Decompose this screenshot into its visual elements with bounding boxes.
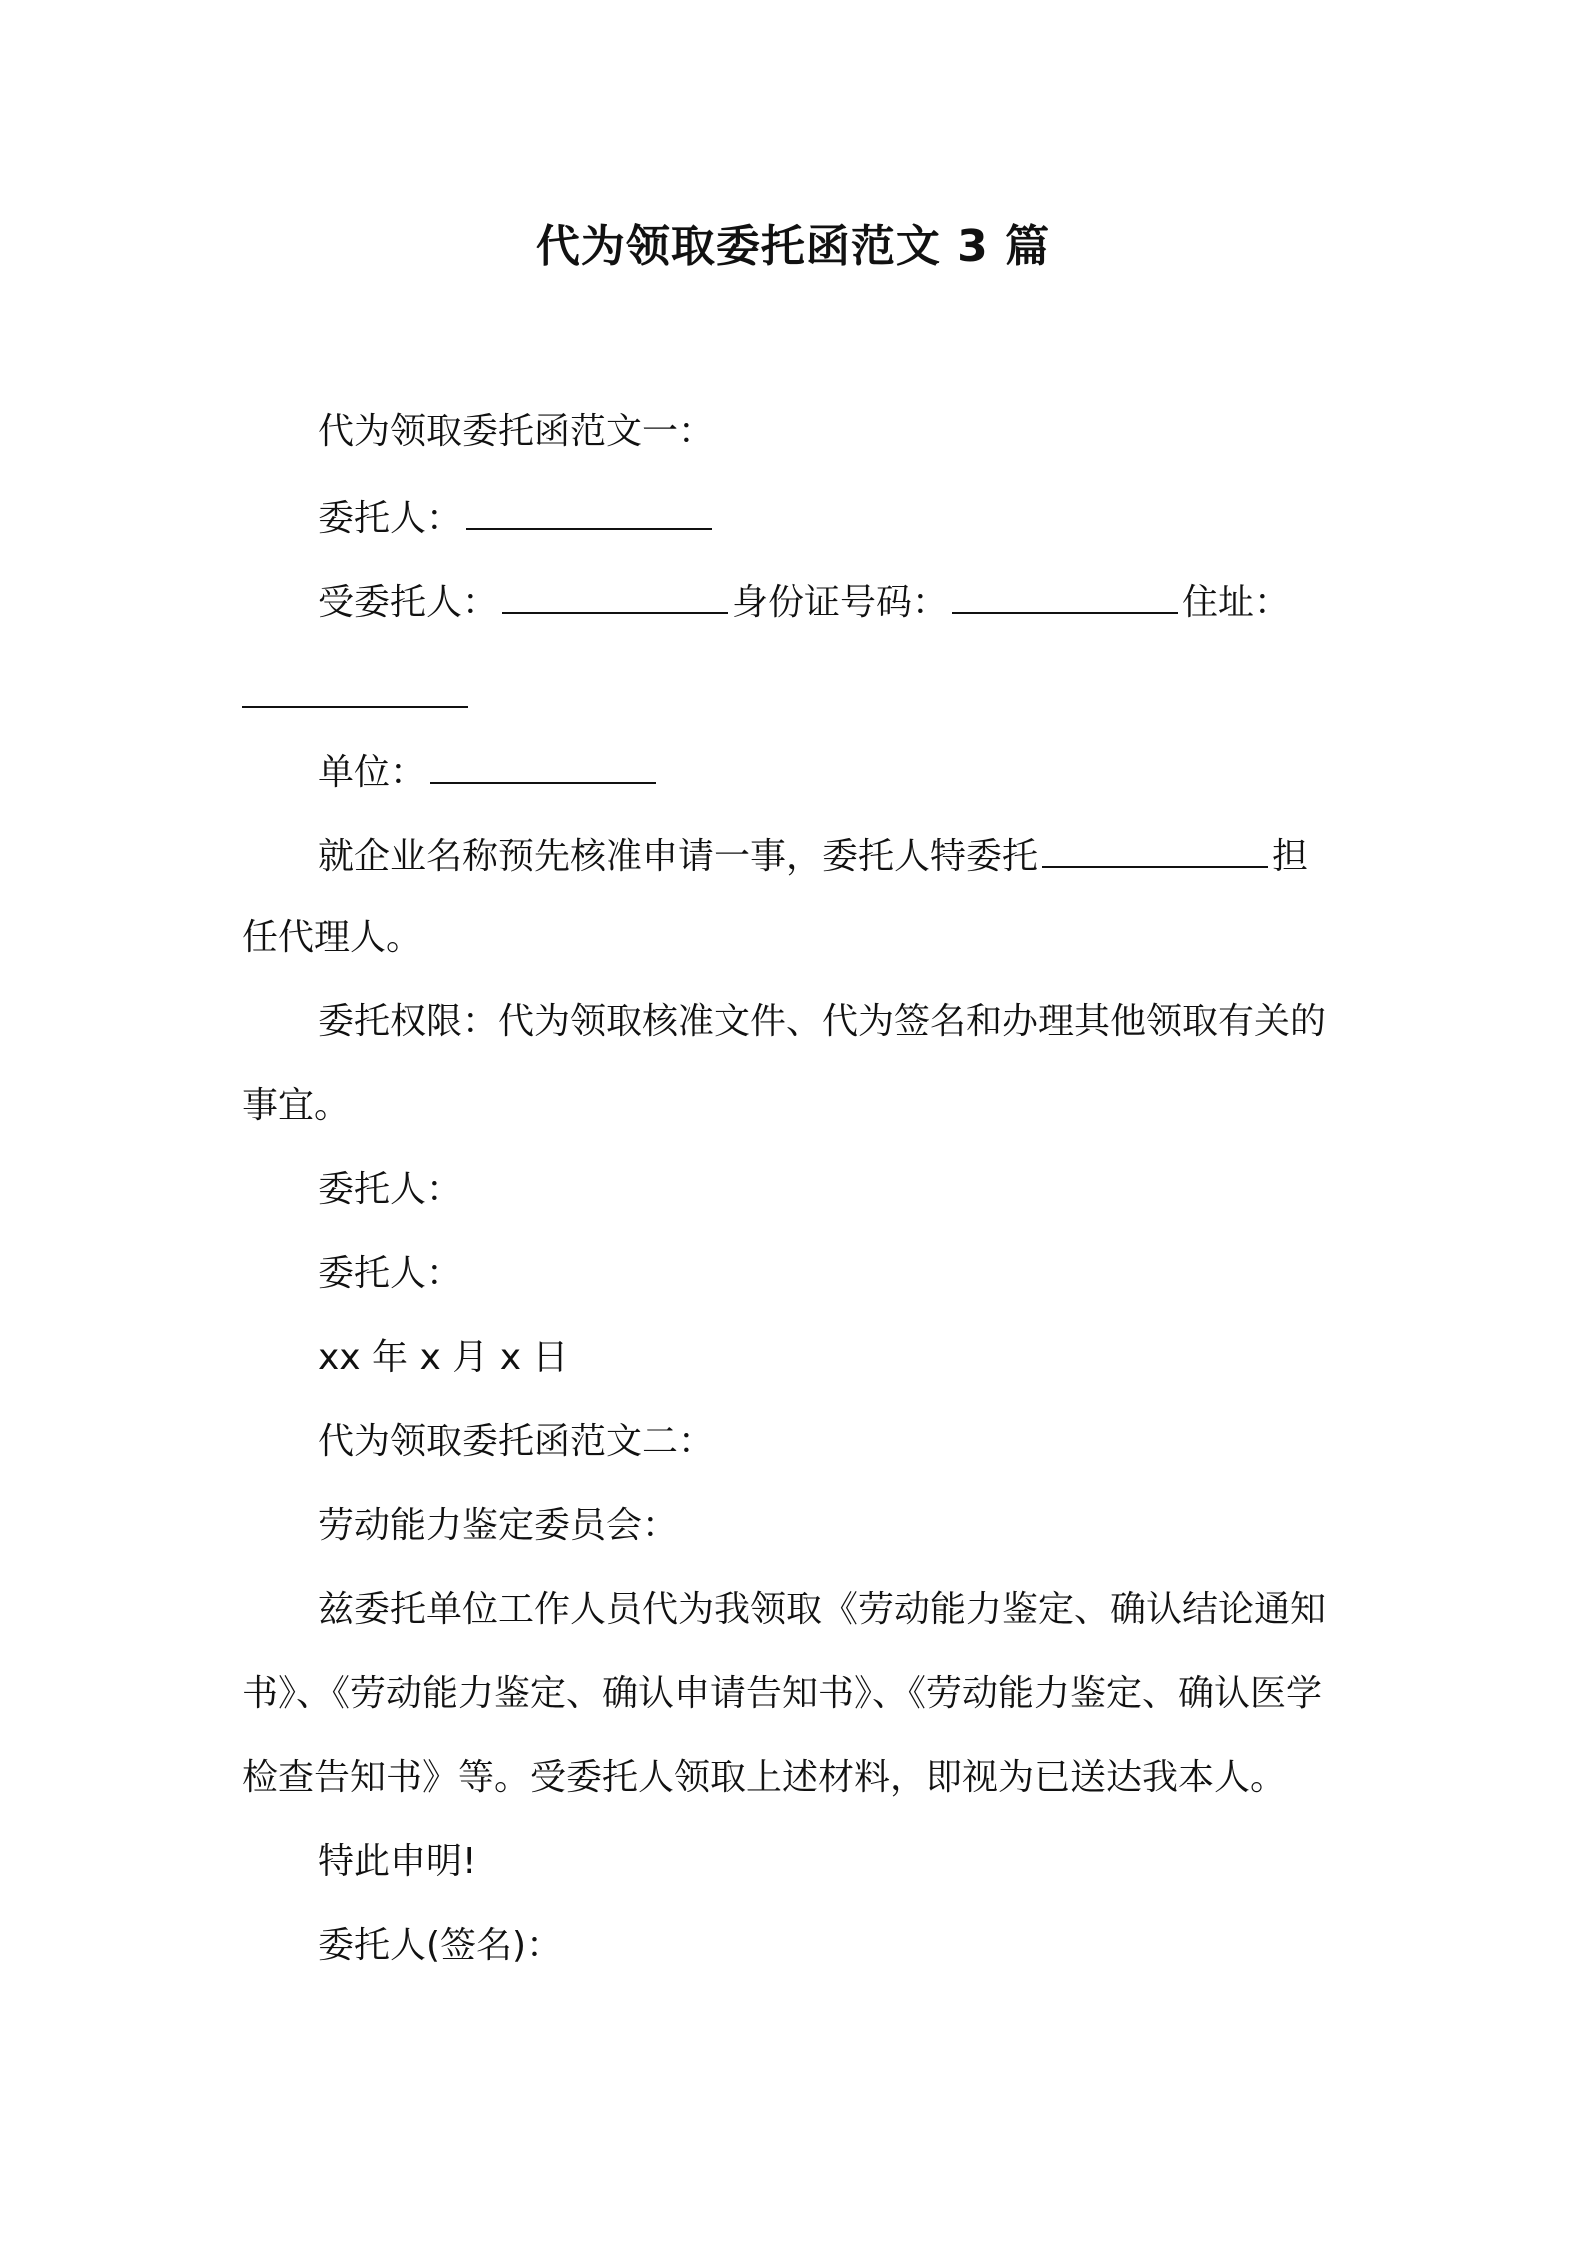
principal-sign-2: 委托人： (318, 1253, 463, 1294)
address-blank-line (242, 672, 472, 719)
declaration: 特此申明! (318, 1841, 477, 1882)
principal-line (318, 494, 716, 541)
scope-line2: 事宜。 (242, 1085, 351, 1126)
agent-blank (502, 578, 728, 614)
address-label: 住址： (1182, 582, 1291, 623)
agent-label: 受委托人： (318, 582, 499, 623)
scope-line1: 委托权限：代为领取核准文件、代为签名和办理其他领取有关的 (318, 1001, 1327, 1042)
document-title: 代为领取委托函范文 3 篇 (535, 221, 1051, 272)
sample2-heading: 代为领取委托函范文二： (318, 1421, 715, 1462)
principal-label: 委托人： (318, 498, 463, 539)
agent-line (318, 578, 1290, 625)
body2-line3: 检查告知书》等。受委托人领取上述材料，即视为已送达我本人。 (242, 1757, 1287, 1798)
attorney-blank (1042, 832, 1268, 868)
para1-line1 (318, 832, 1308, 879)
body2-line1: 兹委托单位工作人员代为我领取《劳动能力鉴定、确认结论通知 (318, 1589, 1327, 1630)
id-label: 身份证号码： (732, 582, 949, 623)
id-blank (952, 578, 1178, 614)
addressee: 劳动能力鉴定委员会： (318, 1505, 679, 1546)
para1-text-a: 就企业名称预先核准申请一事，委托人特委托 (318, 836, 1039, 877)
unit-label: 单位： (318, 752, 427, 793)
unit-line (318, 748, 660, 795)
para1-line2: 任代理人。 (242, 917, 423, 958)
para1-text-b: 担 (1272, 836, 1309, 877)
date-line: xx 年 x 月 x 日 (318, 1337, 569, 1378)
principal-blank (466, 494, 712, 530)
unit-blank (430, 748, 656, 784)
principal-signature: 委托人(签名)： (318, 1925, 563, 1966)
body2-line2: 书》、《劳动能力鉴定、确认申请告知书》、《劳动能力鉴定、确认医学 (242, 1673, 1323, 1714)
address-blank (242, 672, 468, 708)
sample1-heading: 代为领取委托函范文一： (318, 411, 715, 452)
principal-sign-1: 委托人： (318, 1169, 463, 1210)
